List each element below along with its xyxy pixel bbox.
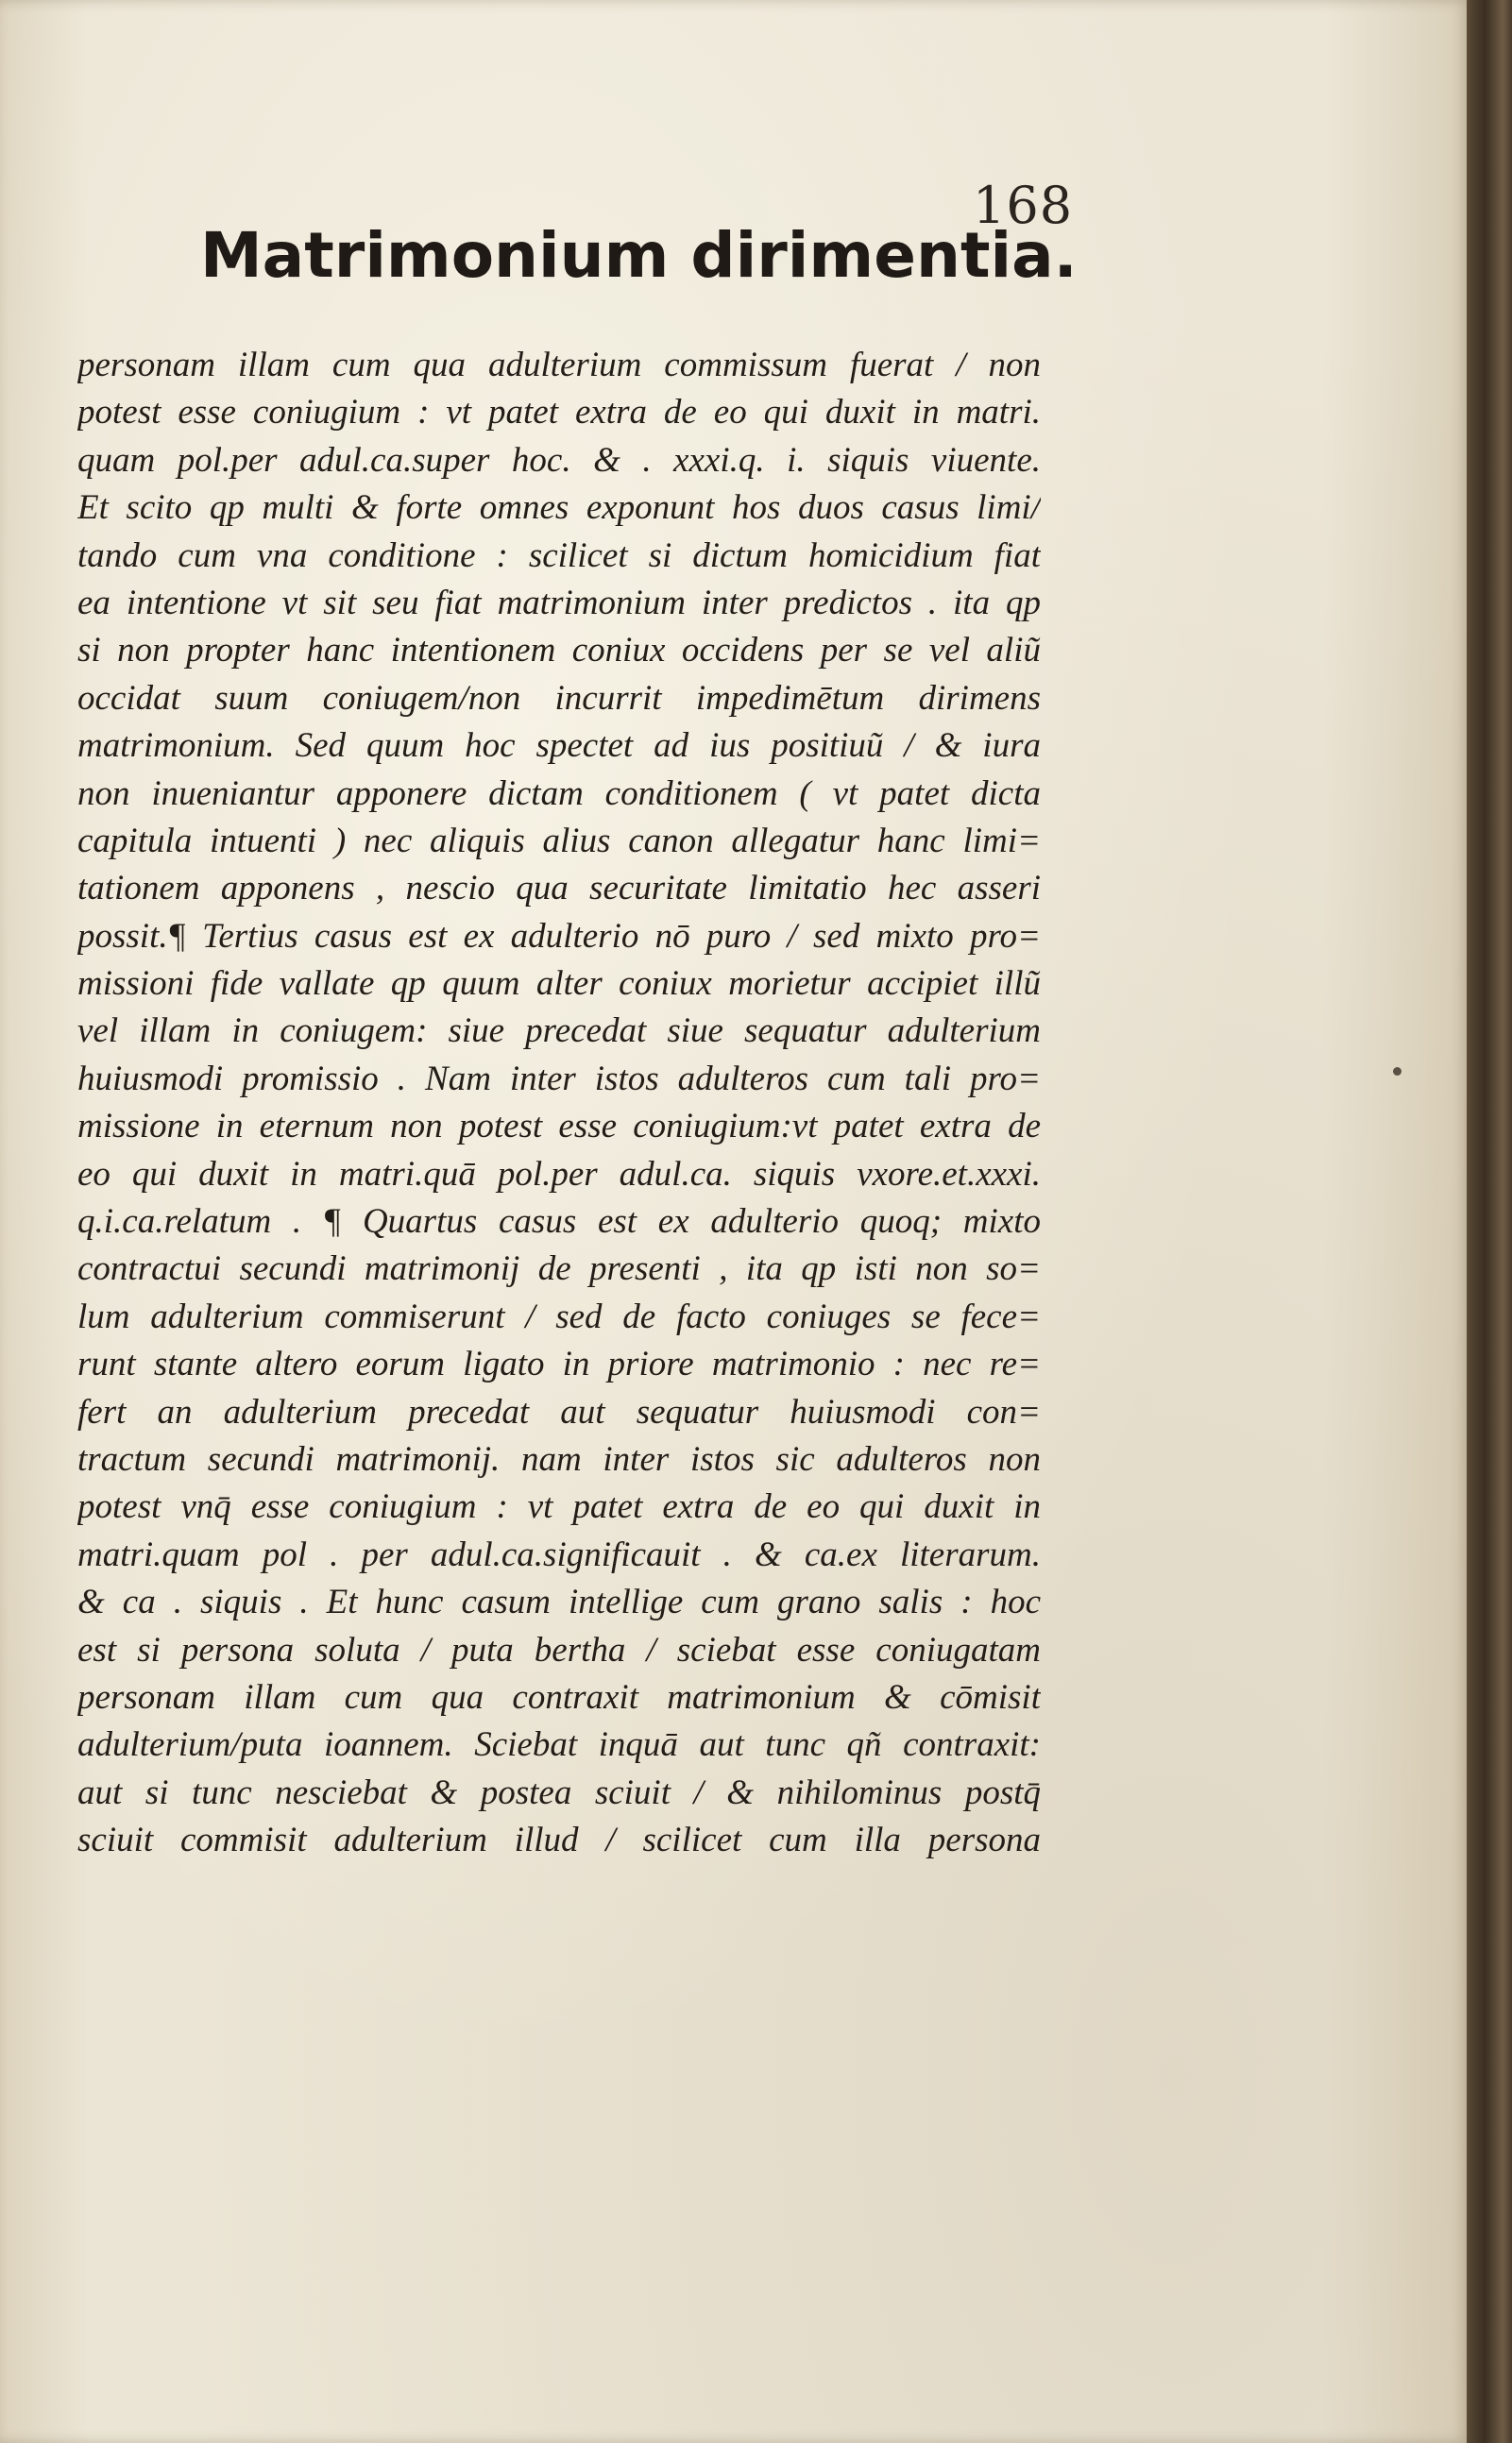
text-line: & ca . siquis . Et hunc casum intellige cum grano salis : hoc [77, 1583, 1041, 1622]
text-line: missione in eternum non potest esse coniugium:vt patet extra de [77, 1107, 1041, 1146]
text-line: q.i.ca.relatum . ¶ Quartus casus est ex adulterio quoq; mixto [77, 1202, 1041, 1242]
text-line: lum adulterium commiserunt / sed de facto coniuges se fece= [77, 1297, 1041, 1336]
text-line: quam pol.per adul.ca.super hoc. & . xxxi.q. i. siquis viuente. [77, 440, 1041, 480]
text-line: huiusmodi promissio . Nam inter istos adulteros cum tali pro= [77, 1059, 1041, 1098]
text-line: Et scito qp multi & forte omnes exponunt hos duos casus limi/ [77, 488, 1041, 528]
text-line: occidat suum coniugem/non incurrit impedimētum dirimens [77, 678, 1041, 718]
body-text [77, 342, 1041, 1865]
text-line: eo qui duxit in matri.quā pol.per adul.ca. siquis vxore.et.xxxi. [77, 1154, 1041, 1194]
text-line: adulterium/puta ioannem. Sciebat inquā aut tunc qñ contraxit: [77, 1725, 1041, 1765]
text-line: est si persona soluta / puta bertha / sciebat esse coniugatam [77, 1630, 1041, 1670]
text-line: runt stante altero eorum ligato in priore matrimonio : nec re= [77, 1345, 1041, 1384]
text-line: potest esse coniugium : vt patet extra de eo qui duxit in matri. [77, 393, 1041, 433]
text-line: capitula intuenti ) nec aliquis alius canon allegatur hanc limi= [77, 821, 1041, 860]
text-line: ea intentione vt sit seu fiat matrimonium inter predictos . ita qp [77, 583, 1041, 622]
text-line: tationem apponens , nescio qua securitate limitatio hec asseri [77, 869, 1041, 908]
text-line: possit.¶ Tertius casus est ex adulterio nō puro / sed mixto pro= [77, 916, 1041, 956]
text-line: vel illam in coniugem: siue precedat siue sequatur adulterium [77, 1011, 1041, 1051]
text-line: fert an adulterium precedat aut sequatur huiusmodi con= [77, 1392, 1041, 1432]
text-line: tando cum vna conditione : scilicet si dictum homicidium fiat [77, 535, 1041, 575]
text-line: contractui secundi matrimonij de presenti , ita qp isti non so= [77, 1249, 1041, 1289]
folio-number: 168 [973, 176, 1074, 235]
ink-spot [1393, 1067, 1402, 1076]
text-line: tractum secundi matrimonij. nam inter istos sic adulteros non [77, 1439, 1041, 1479]
text-line: personam illam cum qua contraxit matrimonium & cōmisit [77, 1677, 1041, 1717]
text-line: non inueniantur apponere dictam conditionem ( vt patet dicta [77, 773, 1041, 813]
book-binding-edge [1467, 0, 1512, 2443]
text-line: potest vnq̄ esse coniugium : vt patet extra de eo qui duxit in [77, 1487, 1041, 1527]
text-line: missioni fide vallate qp quum alter coniux morietur accipiet illũ [77, 964, 1041, 1004]
text-line: matrimonium. Sed quum hoc spectet ad ius positiuũ / & iura [77, 726, 1041, 766]
text-line: sciuit commisit adulterium illud / scilicet cum illa persona [77, 1821, 1041, 1860]
text-line: personam illam cum qua adulterium commissum fuerat / non [77, 346, 1041, 384]
text-line: si non propter hanc intentionem coniux occidens per se vel aliũ [77, 631, 1041, 670]
text-line: matri.quam pol . per adul.ca.significauit . & ca.ex literarum. [77, 1535, 1041, 1574]
text-line: aut si tunc nesciebat & postea sciuit / & nihilominus postq̄ [77, 1773, 1041, 1812]
running-heading: Matrimonium dirimentia. [200, 219, 1078, 292]
